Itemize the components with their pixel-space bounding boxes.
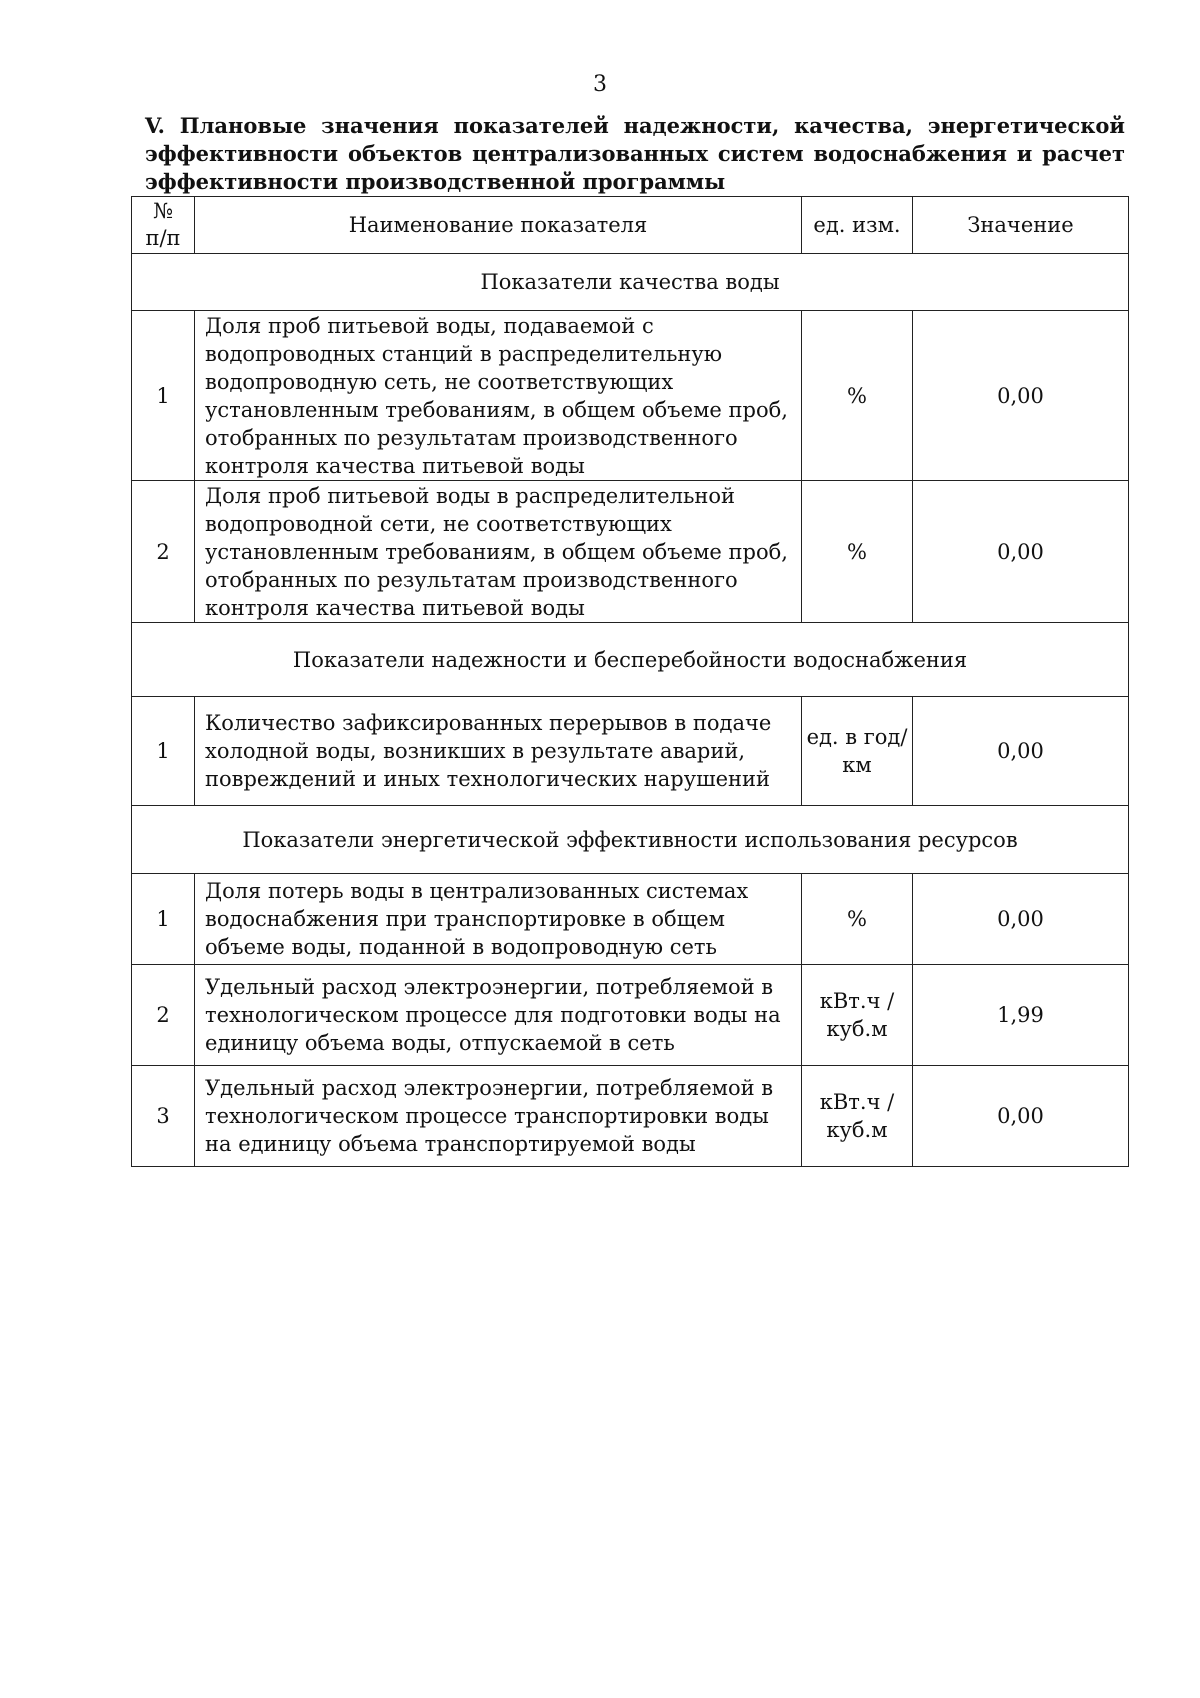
table-row	[132, 311, 1129, 481]
row-name: Удельный расход электроэнергии, потребляемой в технологическом процессе для подготовки воды на единицу объема воды, отпускаемой в сеть	[195, 965, 802, 1066]
page-number: 3	[593, 72, 607, 97]
row-num: 2	[132, 481, 195, 623]
row-unit: кВт.ч / куб.м	[802, 965, 913, 1066]
table-header-row	[132, 197, 1129, 254]
row-name: Доля проб питьевой воды в распределительной водопроводной сети, не соответствующих установленным требованиям, в общем объеме проб, отобранных по результатам производственного контроля качества питьевой воды	[195, 481, 802, 623]
row-num: 1	[132, 311, 195, 481]
header-unit: ед. изм.	[802, 197, 913, 254]
row-unit: %	[802, 311, 913, 481]
header-num-line1: №	[153, 199, 173, 223]
row-num: 2	[132, 965, 195, 1066]
row-num: 1	[132, 697, 195, 806]
table-row	[132, 965, 1129, 1066]
row-num: 3	[132, 1066, 195, 1167]
row-name: Доля проб питьевой воды, подаваемой с водопроводных станций в распределительную водопроводную сеть, не соответствующих установленным требованиям, в общем объеме проб, отобранных по результатам производственного контроля качества питьевой воды	[195, 311, 802, 481]
header-name: Наименование показателя	[195, 197, 802, 254]
section-title: Показатели энергетической эффективности использования ресурсов	[132, 806, 1129, 874]
section-row	[132, 623, 1129, 697]
section-title: Показатели надежности и бесперебойности водоснабжения	[132, 623, 1129, 697]
section-heading: V. Плановые значения показателей надежности, качества, энергетической эффективности объектов централизованных систем водоснабжения и расчет эффективности производственной программы	[145, 113, 1125, 194]
header-num-line2: п/п	[145, 226, 181, 250]
row-value: 0,00	[913, 697, 1129, 806]
row-unit: %	[802, 481, 913, 623]
row-name: Количество зафиксированных перерывов в подаче холодной воды, возникших в результате аварий, повреждений и иных технологических нарушений	[195, 697, 802, 806]
section-row	[132, 806, 1129, 874]
row-value: 0,00	[913, 874, 1129, 965]
row-name: Доля потерь воды в централизованных системах водоснабжения при транспортировке в общем объеме воды, поданной в водопроводную сеть	[195, 874, 802, 965]
row-value: 0,00	[913, 481, 1129, 623]
header-value: Значение	[913, 197, 1129, 254]
table-row	[132, 481, 1129, 623]
section-title: Показатели качества воды	[132, 254, 1129, 311]
row-unit: %	[802, 874, 913, 965]
row-name: Удельный расход электроэнергии, потребляемой в технологическом процессе транспортировки воды на единицу объема транспортируемой воды	[195, 1066, 802, 1167]
table-row	[132, 874, 1129, 965]
table-row	[132, 1066, 1129, 1167]
row-value: 0,00	[913, 1066, 1129, 1167]
row-unit: ед. в год/ км	[802, 697, 913, 806]
indicators-table	[131, 196, 1129, 1167]
header-num	[132, 197, 195, 254]
row-unit: кВт.ч / куб.м	[802, 1066, 913, 1167]
row-num: 1	[132, 874, 195, 965]
row-value: 1,99	[913, 965, 1129, 1066]
section-row	[132, 254, 1129, 311]
table-row	[132, 697, 1129, 806]
row-value: 0,00	[913, 311, 1129, 481]
